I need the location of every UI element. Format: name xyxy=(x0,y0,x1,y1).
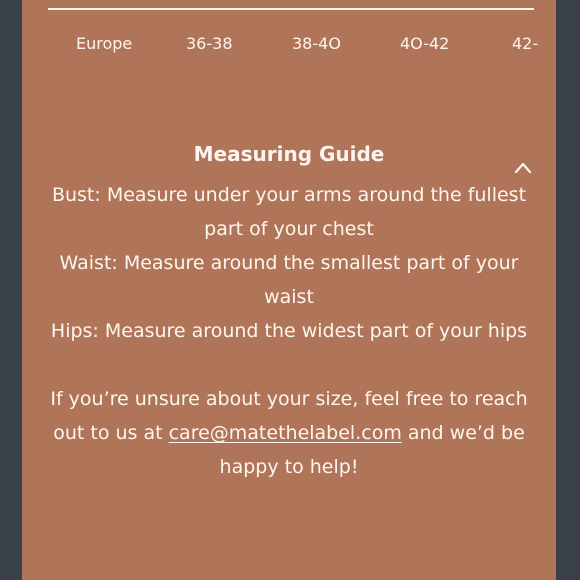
contact-text-after: and we’d be happy to help! xyxy=(219,422,525,478)
size-cell: 36-38 xyxy=(186,34,233,53)
size-row-europe xyxy=(22,34,556,58)
waist-instruction: Waist: Measure around the smallest part of your waist xyxy=(59,252,519,308)
measuring-guide-body xyxy=(46,178,532,484)
size-cell: 38-4O xyxy=(292,34,341,53)
divider xyxy=(48,8,534,10)
size-row-label: Europe xyxy=(76,34,133,53)
chevron-up-icon[interactable] xyxy=(514,159,532,177)
size-cell: 4O-42 xyxy=(400,34,450,53)
hips-instruction: Hips: Measure around the widest part of your hips xyxy=(50,320,528,342)
contact-email-link[interactable]: care@matethelabel.com xyxy=(168,422,402,444)
paragraph-spacer xyxy=(46,348,532,382)
size-guide-panel xyxy=(22,0,556,580)
contact-paragraph xyxy=(46,382,532,484)
measuring-guide-title: Measuring Guide xyxy=(193,142,385,166)
size-cell: 42- xyxy=(512,34,539,53)
contact-text-before: If you’re unsure about your size, feel free to reach out to us at xyxy=(50,388,528,444)
bust-instruction: Bust: Measure under your arms around the fullest part of your chest xyxy=(51,184,527,240)
